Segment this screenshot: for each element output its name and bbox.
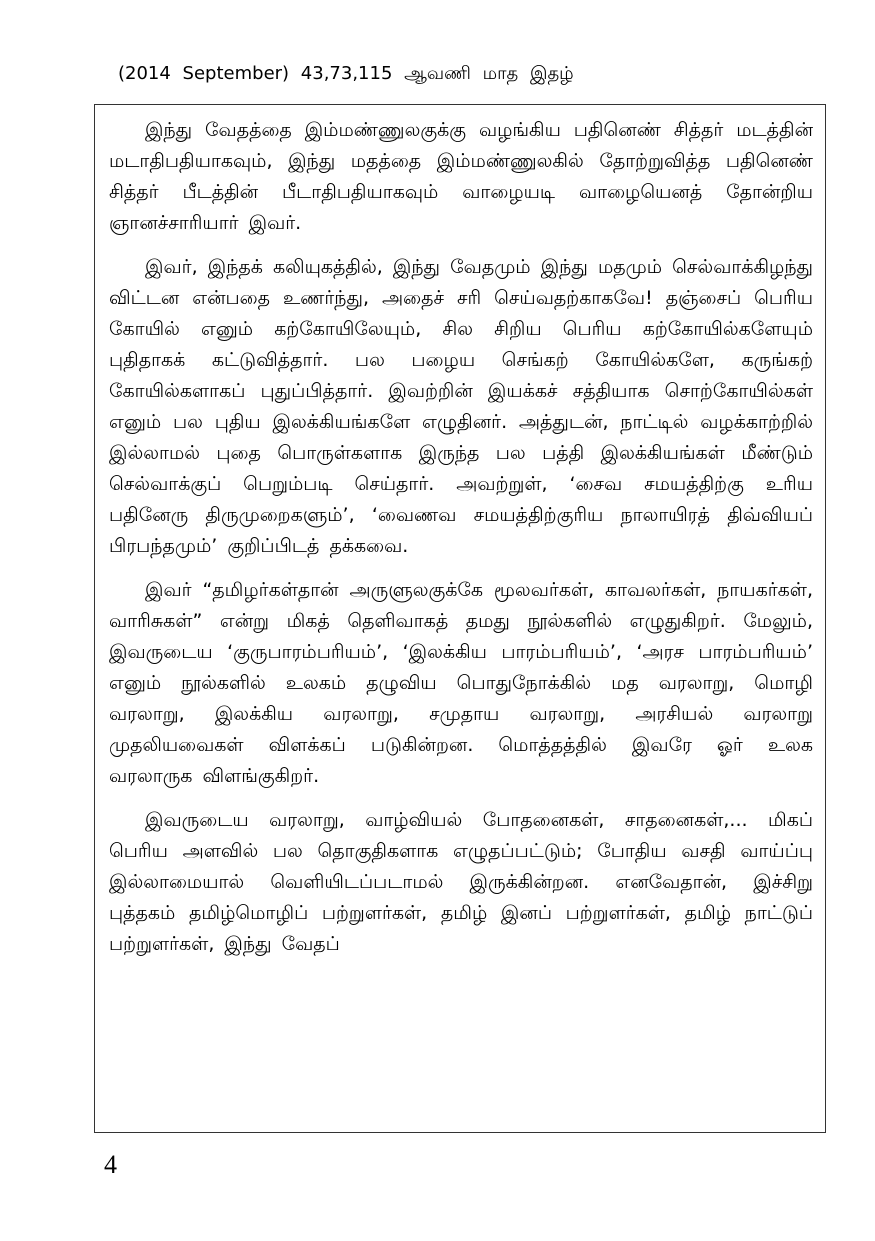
paragraph-2: இவர், இந்தக் கலியுகத்தில், இந்து வேதமும் இந்து மதமும் செல்வாக்கிழந்து விட்டன என்பதை உணர்ந்து, அதைச் சரி செய்வதற்காகவே! தஞ்சைப் பெரிய கோயில் எனும் கற்கோயிலேயும், சில சிறிய பெரிய கற்கோயில்களேயும் புதிதாகக் கட்டுவித்தார். பல பழைய செங்கற் கோயில்களே, கருங்கற் கோயில்களாகப் புதுப்பித்தார். இவற்றின் இயக்கச் சத்தியாக சொற்கோயில்கள் எனும் பல புதிய இலக்கியங்களே எழுதினர். அத்துடன், நாட்டில் வழக்காற்றில் இல்லாமல் புதை பொருள்களாக இருந்த பல பத்தி இலக்கியங்கள் மீண்டும் செல்வாக்குப் பெறும்படி செய்தார். அவற்றுள், ‘சைவ சமயத்திற்கு உரிய பதினேரு திருமுறைகளும்’, ‘வைணவ சமயத்திற்குரிய நாலாயிரத் திவ்வியப் பிரபந்தமும்’ குறிப்பிடத் தக்கவை. xyxy=(109,256,813,557)
paragraph-1: இந்து வேதத்தை இம்மண்ணுலகுக்கு வழங்கிய பதினெண் சித்தர் மடத்தின் மடாதிபதியாகவும், இந்து மதத்தை இம்மண்ணுலகில் தோற்றுவித்த பதினெண் சித்தர் பீடத்தின் பீடாதிபதியாகவும் வாழையடி வாழையெனத் தோன்றிய ஞானச்சாரியார் இவர். xyxy=(109,119,813,234)
paragraph-3: இவர் “தமிழர்கள்தான் அருளுலகுக்கே மூலவர்கள், காவலர்கள், நாயகர்கள், வாரிசுகள்” என்று மிகத் தெளிவாகத் தமது நூல்களில் எழுதுகிறர். மேலும், இவருடைய ‘குருபாரம்பரியம்’, ‘இலக்கிய பாரம்பரியம்’, ‘அரச பாரம்பரியம்’ எனும் நூல்களில் உலகம் தழுவிய பொதுநோக்கில் மத வரலாறு, மொழி வரலாறு, இலக்கிய வரலாறு, சமுதாய வரலாறு, அரசியல் வரலாறு முதலியவைகள் விளக்கப் படுகின்றன. மொத்தத்தில் இவரே ஓர் உலக வரலாருக விளங்குகிறர். xyxy=(109,579,813,787)
paragraph-4: இவருடைய வரலாறு, வாழ்வியல் போதனைகள், சாதனைகள்,... மிகப் பெரிய அளவில் பல தொகுதிகளாக எழுதப்பட்டும்; போதிய வசதி வாய்ப்பு இல்லாமையால் வெளியிடப்படாமல் இருக்கின்றன. எனவேதான், இச்சிறு புத்தகம் தமிழ்மொழிப் பற்றுளர்கள், தமிழ் இனப் பற்றுளர்கள், தமிழ் நாட்டுப் பற்றுளர்கள், இந்து வேதப் xyxy=(109,809,813,955)
issue-header: (2014 September) 43,73,115 ஆவணி மாத இதழ் xyxy=(118,63,574,84)
text-frame xyxy=(94,104,826,1133)
page-number: 4 xyxy=(104,1150,117,1179)
